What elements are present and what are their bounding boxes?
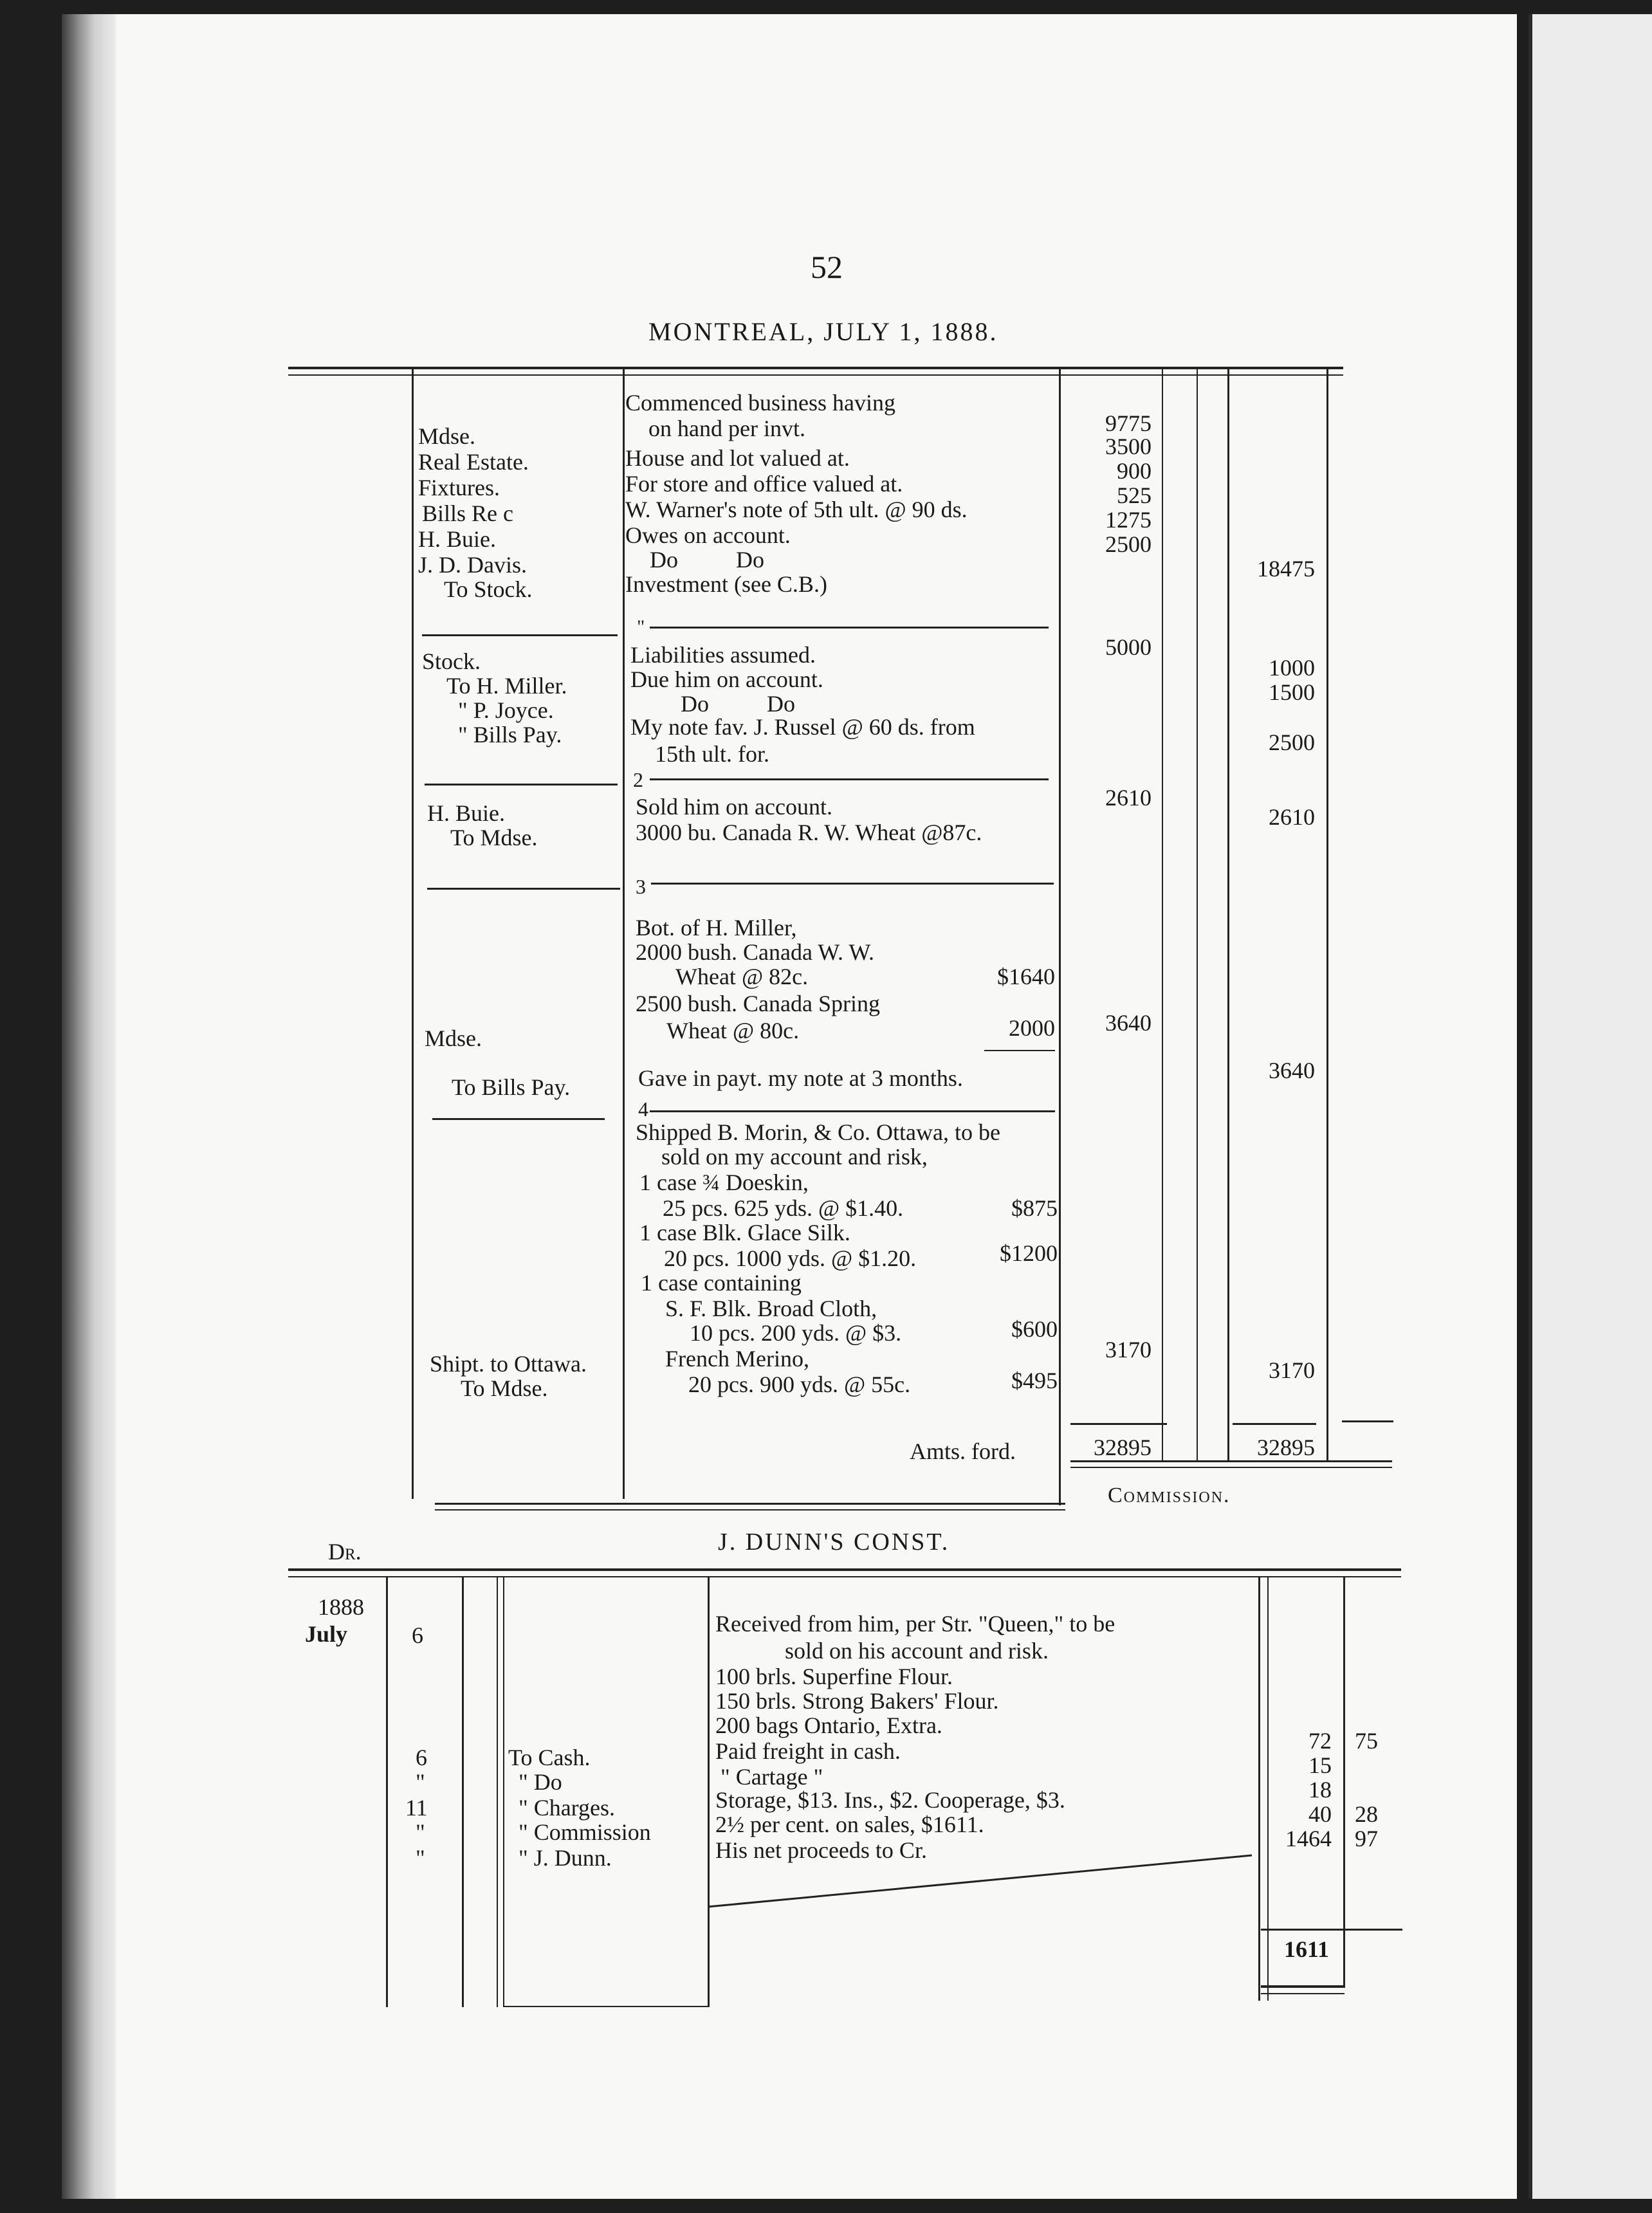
inner-amount: 2000 — [1009, 1015, 1055, 1041]
entry-description: Commenced business having — [625, 390, 895, 416]
entry-separator — [650, 1110, 1055, 1112]
ledger-dollars: 72 — [1308, 1728, 1332, 1754]
ledger-account: " J. Dunn. — [519, 1845, 612, 1871]
account-name: To H. Miller. — [446, 673, 567, 699]
entry-description: Sold him on account. — [636, 794, 832, 820]
ledger-dollars: 1464 — [1285, 1826, 1332, 1851]
journal-col-rule — [1162, 367, 1163, 1460]
debit-amount: 3170 — [1105, 1337, 1152, 1363]
ledger-description: 2½ per cent. on sales, $1611. — [715, 1812, 984, 1837]
journal-col-rule — [412, 367, 414, 1499]
ledger-year: 1888 — [318, 1594, 364, 1620]
date-mark: 3 — [636, 875, 646, 898]
debit-amount: 900 — [1117, 458, 1152, 484]
ledger-description: Storage, $13. Ins., $2. Cooperage, $3. — [715, 1787, 1065, 1813]
entry-description: 2500 bush. Canada Spring — [636, 991, 880, 1016]
total-rule — [1070, 1423, 1167, 1425]
journal-bottom-rule — [435, 1509, 1065, 1511]
entry-separator — [422, 634, 618, 636]
ledger-total-rule — [1261, 1929, 1402, 1931]
account-name: J. D. Davis. — [418, 552, 527, 578]
ledger-top-rule — [288, 1568, 1401, 1571]
ledger-description: Received from him, per Str. "Queen," to be — [715, 1611, 1115, 1637]
credit-amount: 2610 — [1269, 804, 1315, 830]
ledger-day: " — [416, 1845, 425, 1871]
account-name: Stock. — [422, 648, 481, 674]
ledger-col-rule — [462, 1576, 464, 2007]
entry-description: 1 case Blk. Glace Silk. — [639, 1220, 850, 1245]
entry-description: Wheat @ 80c. — [666, 1018, 800, 1043]
ledger-day: 6 — [412, 1622, 423, 1648]
entry-description: Wheat @ 82c. — [675, 964, 809, 989]
ledger-cents: 75 — [1355, 1728, 1378, 1754]
entry-description: Due him on account. — [630, 666, 823, 692]
ledger-col-rule — [1267, 1576, 1269, 2001]
ledger-total-rule — [1261, 1993, 1345, 1994]
entry-description: Investment (see C.B.) — [625, 571, 827, 597]
ledger-description: 200 bags Ontario, Extra. — [715, 1713, 942, 1738]
debit-amount: 1275 — [1105, 507, 1152, 533]
entry-separator — [432, 1118, 605, 1120]
ledger-description: sold on his account and risk. — [785, 1638, 1049, 1664]
inner-amount: $495 — [1011, 1368, 1058, 1393]
entry-description: 3000 bu. Canada R. W. Wheat @87c. — [636, 820, 982, 845]
credit-amount: 1000 — [1269, 655, 1315, 681]
entry-separator — [427, 888, 620, 890]
ledger-cents: 28 — [1355, 1801, 1378, 1827]
forward-debit-total: 32895 — [1094, 1435, 1152, 1460]
entry-description: Owes on account. — [625, 522, 791, 548]
entry-description: 25 pcs. 625 yds. @ $1.40. — [663, 1195, 904, 1221]
debit-amount: 3500 — [1105, 434, 1152, 459]
entry-description: 15th ult. for. — [655, 741, 769, 767]
account-name: Real Estate. — [418, 449, 529, 475]
ledger-day: " — [416, 1769, 425, 1795]
entry-separator — [425, 784, 618, 785]
account-name: H. Buie. — [427, 800, 505, 826]
debit-amount: 525 — [1117, 482, 1152, 508]
inner-amount: $600 — [1011, 1316, 1058, 1342]
date-mark: 4 — [638, 1097, 648, 1121]
ledger-title: J. DUNN'S CONST. — [718, 1529, 950, 1556]
inner-amount: $1640 — [997, 964, 1055, 989]
journal-bottom-rule — [435, 1503, 1065, 1505]
ledger-day: 11 — [405, 1795, 428, 1821]
entry-separator — [651, 883, 1054, 885]
total-rule — [1342, 1420, 1393, 1422]
debit-amount: 5000 — [1105, 634, 1152, 660]
ledger-dollars: 15 — [1308, 1752, 1332, 1778]
entry-description: Do Do — [681, 691, 795, 717]
entry-description: Bot. of H. Miller, — [636, 915, 797, 941]
journal-col-rule — [623, 367, 625, 1499]
debit-amount: 9775 — [1105, 410, 1152, 436]
date-mark: " — [637, 616, 645, 638]
debit-amount: 3640 — [1105, 1010, 1152, 1036]
entry-separator — [650, 627, 1049, 629]
ledger-account: To Cash. — [508, 1745, 591, 1770]
account-name: To Mdse. — [450, 825, 538, 850]
journal-col-rule — [1227, 367, 1229, 1460]
closing-diagonal-rule — [708, 1853, 1261, 1911]
total-rule — [1233, 1423, 1316, 1425]
journal-col-rule — [1197, 367, 1198, 1460]
credit-amount: 3170 — [1269, 1357, 1315, 1383]
entry-description: House and lot valued at. — [625, 445, 850, 471]
entry-description: 2000 bush. Canada W. W. — [636, 939, 875, 965]
entry-description: 10 pcs. 200 yds. @ $3. — [690, 1320, 902, 1346]
account-name: To Stock. — [444, 576, 533, 602]
account-name: Mdse. — [418, 423, 475, 449]
page-header: MONTREAL, JULY 1, 1888. — [648, 317, 998, 346]
credit-amount: 18475 — [1257, 556, 1315, 582]
ledger-description: 100 brls. Superfine Flour. — [715, 1664, 953, 1689]
forward-credit-total: 32895 — [1257, 1435, 1315, 1460]
ledger-col-rule — [386, 1576, 388, 2007]
ledger-dollars: 40 — [1308, 1801, 1332, 1827]
entry-description: sold on my account and risk, — [661, 1144, 928, 1170]
ledger-col-rule — [1343, 1576, 1345, 1988]
ledger-bottom-rule — [504, 2006, 708, 2007]
ledger-dollars: 18 — [1308, 1777, 1332, 1803]
ledger-col-rule — [497, 1576, 498, 2007]
ledger-total: 1611 — [1283, 1936, 1329, 1962]
inner-amount: $875 — [1011, 1195, 1058, 1221]
entry-description: Gave in payt. my note at 3 months. — [638, 1065, 963, 1091]
ledger-description: 150 brls. Strong Bakers' Flour. — [715, 1688, 999, 1714]
credit-amount: 1500 — [1269, 679, 1315, 705]
ledger-day: " — [416, 1819, 425, 1845]
ledger-col-rule — [708, 1576, 710, 2007]
account-name: To Mdse. — [461, 1375, 548, 1401]
debit-amount: 2610 — [1105, 785, 1152, 811]
ledger-account: " Charges. — [519, 1795, 616, 1821]
ledger-month: July — [305, 1621, 348, 1647]
ledger-col-rule — [503, 1576, 504, 2007]
credit-amount: 2500 — [1269, 730, 1315, 755]
journal-col-rule — [1326, 367, 1328, 1460]
inner-amount: $1200 — [1000, 1240, 1058, 1266]
date-mark: 2 — [633, 768, 643, 791]
entry-description: Do Do — [650, 547, 764, 573]
amounts-forward-label: Amts. ford. — [910, 1438, 1016, 1464]
facing-page-edge — [1528, 14, 1652, 2199]
credit-amount: 3640 — [1269, 1058, 1315, 1083]
ledger-day: 6 — [416, 1745, 427, 1770]
entry-description: 20 pcs. 900 yds. @ 55c. — [688, 1372, 911, 1397]
debit-amount: 2500 — [1105, 531, 1152, 557]
entry-description: 20 pcs. 1000 yds. @ $1.20. — [664, 1245, 917, 1271]
ledger-account: " Commission — [519, 1819, 651, 1845]
ledger-account: " Do — [519, 1769, 562, 1795]
entry-description: on hand per invt. — [648, 416, 805, 441]
ledger-cents: 97 — [1355, 1826, 1378, 1851]
account-name: Mdse. — [425, 1025, 482, 1051]
ledger-description: " Cartage " — [720, 1764, 823, 1790]
account-name: Shipt. to Ottawa. — [430, 1351, 587, 1377]
entry-description: Liabilities assumed. — [630, 642, 816, 668]
entry-description: For store and office valued at. — [625, 471, 903, 497]
account-name: Fixtures. — [418, 475, 500, 500]
ledger-top-rule — [288, 1576, 1401, 1577]
ledger-description: His net proceeds to Cr. — [715, 1837, 927, 1863]
journal-col-rule — [1059, 367, 1061, 1505]
page-number: 52 — [811, 249, 843, 285]
ledger-total-rule — [1261, 1985, 1345, 1988]
total-rule — [1070, 1467, 1392, 1468]
account-name: " Bills Pay. — [458, 722, 562, 748]
journal-top-rule-2 — [288, 374, 1343, 376]
entry-separator — [650, 778, 1049, 780]
account-name: To Bills Pay. — [452, 1074, 571, 1100]
journal-top-rule — [288, 367, 1343, 369]
inner-sum-rule — [984, 1050, 1055, 1051]
total-rule — [1070, 1460, 1392, 1462]
entry-description: 1 case ¾ Doeskin, — [639, 1170, 809, 1195]
account-name: " P. Joyce. — [458, 697, 554, 723]
entry-description: W. Warner's note of 5th ult. @ 90 ds. — [625, 497, 968, 522]
debit-label: Dr. — [328, 1539, 362, 1565]
entry-description: 1 case containing — [641, 1270, 802, 1296]
book-gutter — [62, 14, 116, 2199]
account-name: H. Buie. — [418, 526, 496, 552]
entry-description: Shipped B. Morin, & Co. Ottawa, to be — [636, 1119, 1000, 1145]
entry-description: French Merino, — [665, 1346, 809, 1372]
commission-label: Commission. — [1108, 1483, 1231, 1507]
entry-description: S. F. Blk. Broad Cloth, — [665, 1296, 877, 1321]
ledger-col-rule — [1258, 1576, 1260, 2001]
ledger-description: Paid freight in cash. — [715, 1738, 901, 1764]
account-name: Bills Re c — [422, 500, 513, 526]
entry-description: My note fav. J. Russel @ 60 ds. from — [630, 714, 975, 740]
